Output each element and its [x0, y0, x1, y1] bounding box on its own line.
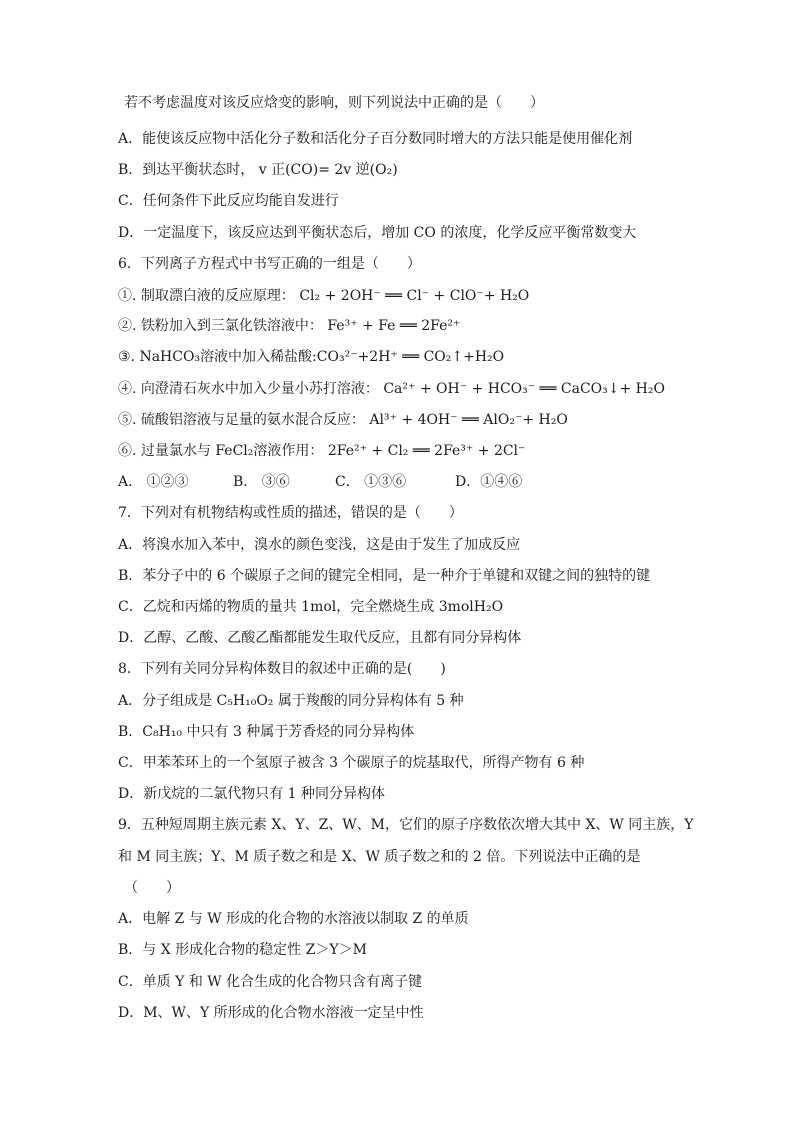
q6-item-3: ③. NaHCO₃溶液中加入稀盐酸:CO₃²⁻+2H⁺ ══ CO₂↑+H₂O — [118, 349, 505, 365]
q7-stem: 7．下列对有机物结构或性质的描述，错误的是（ ） — [118, 505, 463, 521]
q6-item-6: ⑥. 过量氯水与 FeCl₂溶液作用： 2Fe²⁺ + Cl₂ ══ 2Fe³⁺ + 2Cl⁻ — [118, 443, 526, 459]
q5-option-d: D．一定温度下，该反应达到平衡状态后，增加 CO 的浓度，化学反应平衡常数变大 — [118, 225, 637, 241]
q6-options — [118, 469, 678, 495]
q9-option-d: D．M、W、Y 所形成的化合物水溶液一定呈中性 — [118, 1005, 424, 1021]
q8-option-a: A．分子组成是 C₅H₁₀O₂ 属于羧酸的同分异构体有 5 种 — [118, 693, 464, 709]
q9-stem-line-1: 9．五种短周期主族元素 X、Y、Z、W、M，它们的原子序数依次增大其中 X、W 同主族，Y — [118, 817, 694, 833]
q6-stem: 6．下列离子方程式中书写正确的一组是（ ） — [118, 256, 421, 272]
q7-option-a: A．将溴水加入苯中，溴水的颜色变浅，这是由于发生了加成反应 — [118, 537, 521, 553]
q6-option-d: D．①④⑥ — [455, 474, 523, 490]
q6-option-c: C． ①③⑥ — [335, 474, 407, 490]
q5-option-b: B．到达平衡状态时， v 正(CO)= 2v 逆(O₂) — [118, 162, 398, 178]
q8-option-b: B．C₈H₁₀ 中只有 3 种属于芳香烃的同分异构体 — [118, 724, 415, 740]
q9-option-c: C．单质 Y 和 W 化合生成的化合物只含有离子键 — [118, 974, 423, 990]
q6-item-4: ④. 向澄清石灰水中加入少量小苏打溶液： Ca²⁺ + OH⁻ + HCO₃⁻ ══ CaCO₃↓+ H₂O — [118, 381, 665, 397]
q5-option-c: C．任何条件下此反应均能自发进行 — [118, 193, 339, 209]
q7-option-b: B．苯分子中的 6 个碳原子之间的键完全相同，是一种介于单键和双键之间的独特的键 — [118, 568, 651, 584]
q5-option-a: A．能使该反应物中活化分子数和活化分子百分数同时增大的方法只能是使用催化剂 — [118, 131, 633, 147]
q7-option-d: D．乙醇、乙酸、乙酸乙酯都能发生取代反应，且都有同分异构体 — [118, 630, 522, 646]
q9-stem-line-2: 和 M 同主族；Y、M 质子数之和是 X、W 质子数之和的 2 倍。下列说法中正确的是 — [118, 849, 641, 865]
q6-option-a: A． ①②③ — [118, 474, 189, 490]
q9-option-a: A．电解 Z 与 W 形成的化合物的水溶液以制取 Z 的单质 — [118, 911, 469, 927]
q6-item-5: ⑤. 硫酸铝溶液与足量的氨水混合反应： Al³⁺ + 4OH⁻ ══ AlO₂⁻+ H₂O — [118, 412, 568, 428]
q8-option-c: C．甲苯苯环上的一个氢原子被含 3 个碳原子的烷基取代，所得产物有 6 种 — [118, 755, 585, 771]
q8-stem: 8．下列有关同分异构体数目的叙述中正确的是( ) — [118, 661, 446, 677]
q6-option-b: B． ③⑥ — [233, 474, 290, 490]
q7-option-c: C．乙烷和丙烯的物质的量共 1mol，完全燃烧生成 3molH₂O — [118, 599, 504, 615]
q6-item-1: ①. 制取漂白液的反应原理： Cl₂ + 2OH⁻ ══ Cl⁻ + ClO⁻+ H₂O — [118, 288, 530, 304]
q8-option-d: D．新戊烷的二氯代物只有 1 种同分异构体 — [118, 786, 386, 802]
question-intro: 若不考虑温度对该反应焓变的影响，则下列说法中正确的是（ ） — [124, 95, 544, 111]
q6-item-2: ②. 铁粉加入到三氯化铁溶液中： Fe³⁺ + Fe ══ 2Fe²⁺ — [118, 318, 461, 334]
q9-stem-line-3: （ ） — [124, 880, 180, 896]
q9-option-b: B．与 X 形成化合物的稳定性 Z＞Y＞M — [118, 942, 367, 958]
